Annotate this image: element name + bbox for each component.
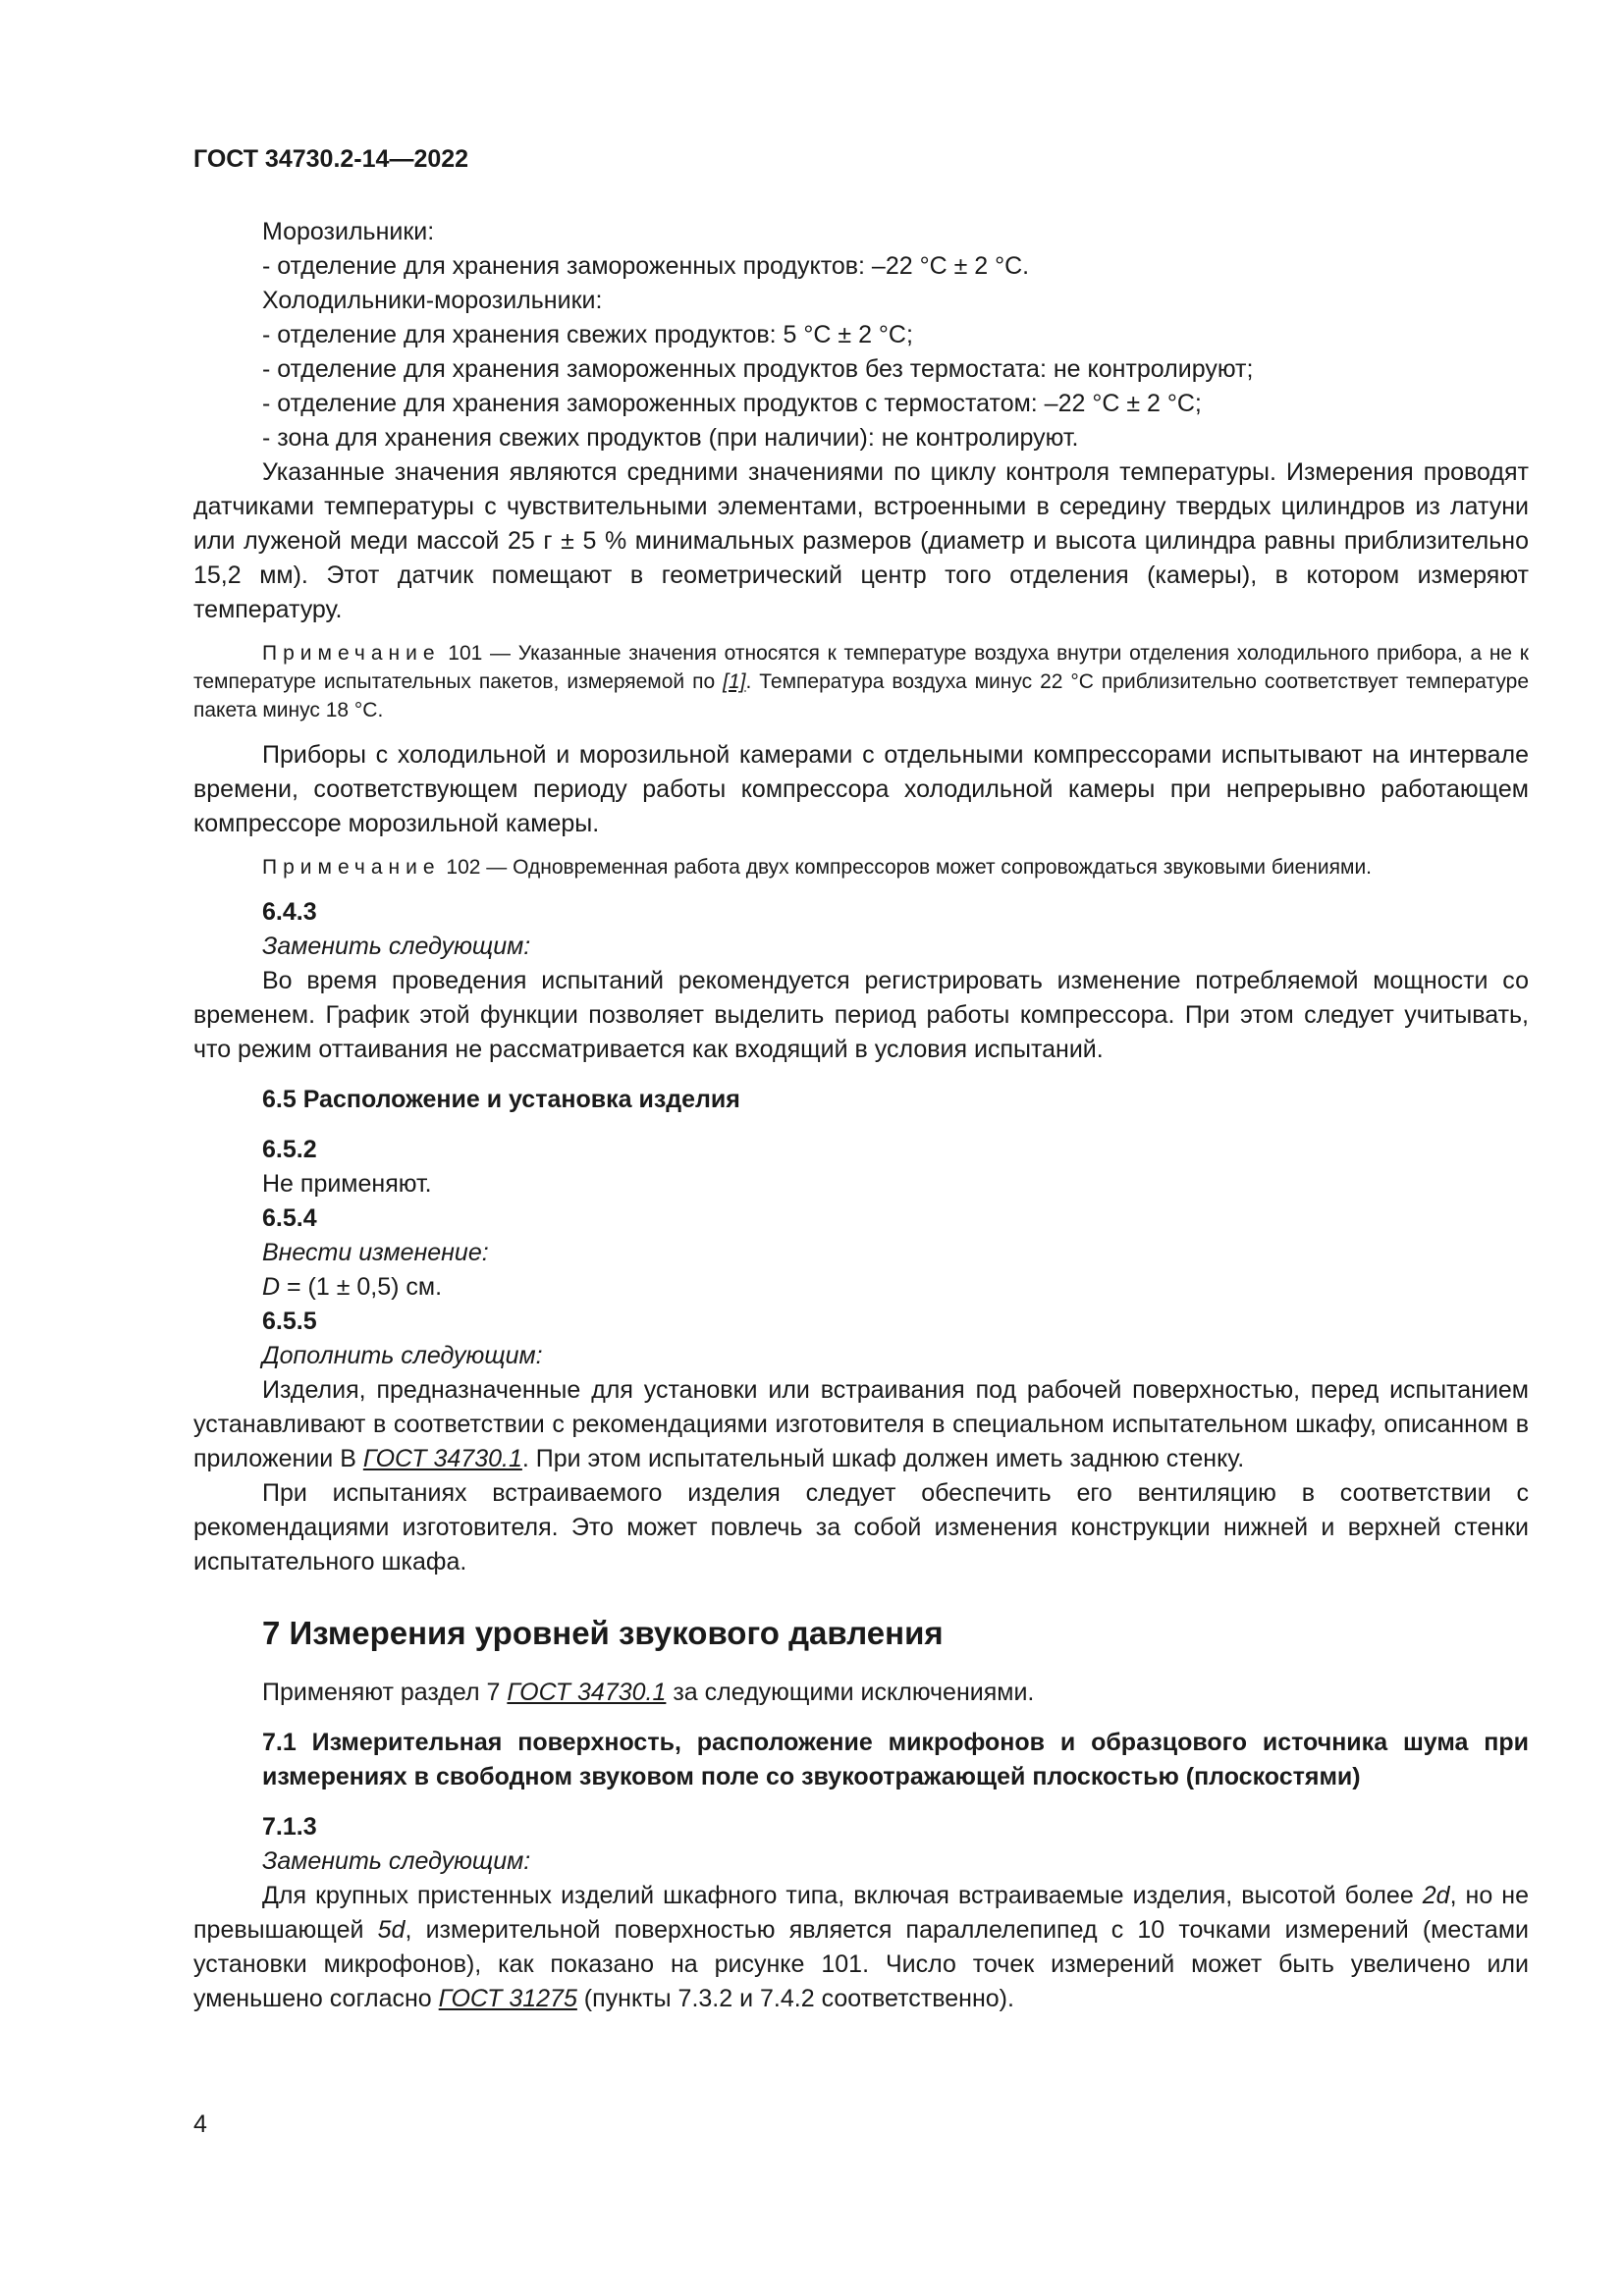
note-text: 102 — Одновременная работа двух компрессоров может сопровождаться звуковыми биениями. <box>440 856 1373 879</box>
section-title-7: 7 Измерения уровней звукового давления <box>262 1615 944 1651</box>
formula-6-5-4 <box>193 1270 1529 1305</box>
variable-2d: 2d <box>1422 1882 1450 1909</box>
text-span: за следующими исключениями. <box>666 1679 1035 1706</box>
text-6-5-2: Не применяют. <box>262 1170 432 1198</box>
document-page <box>193 145 1529 2016</box>
list-item: - отделение для хранения замороженных продуктов с термостатом: –22 °С ± 2 °С; <box>262 390 1202 417</box>
fridge-freezers-title: Холодильники-морозильники: <box>262 287 603 314</box>
note-label: Примечание <box>262 856 441 879</box>
instruction-6-5-4: Внести изменение: <box>262 1239 489 1266</box>
list-item: - отделение для хранения замороженных продуктов без термостата: не контролируют; <box>262 355 1254 383</box>
paragraph-compressors: Приборы с холодильной и морозильной камерами с отдельными компрессорами испытывают на интервале времени, соответствующем периоду работы компрессора холодильной камеры при непрерывно работающем компрессоре морозильной камеры. <box>193 741 1529 837</box>
section-number-6-4-3: 6.4.3 <box>262 898 317 926</box>
note-101 <box>193 639 1529 724</box>
instruction-6-4-3: Заменить следующим: <box>262 933 531 960</box>
document-header: ГОСТ 34730.2-14—2022 <box>193 145 469 173</box>
list-item: - отделение для хранения свежих продуктов: 5 °С ± 2 °С; <box>262 321 913 348</box>
note-label: Примечание <box>262 642 441 665</box>
paragraph-6-5-5-a <box>193 1373 1529 1476</box>
variable-5d: 5d <box>377 1916 406 1944</box>
reference-link[interactable]: ГОСТ 34730.1 <box>362 1445 522 1472</box>
text-span: Применяют раздел 7 <box>262 1679 508 1706</box>
text-span: , измерительной поверхностью является параллелепипед с 10 точками измерений (местами установки микрофонов), как показано на рисунке 101. Число точек измерений может быть увеличено или уменьшено согласно <box>193 1916 1529 2012</box>
freezers-item: - отделение для хранения замороженных продуктов: –22 °С ± 2 °С. <box>262 252 1030 280</box>
paragraph-6-5-5-b: При испытаниях встраиваемого изделия следует обеспечить его вентиляцию в соответствии с рекомендациями изготовителя. Это может повлечь за собой изменения конструкции нижней и верхней стенки испытательного шкафа. <box>193 1479 1529 1575</box>
text-span: Изделия, предназначенные для установки или встраивания под рабочей поверхностью, перед испытанием устанавливают в соответствии с рекомендациями изготовителя в специальном испытательном шкафу, описанном в приложении В <box>193 1376 1529 1472</box>
paragraph-6-4-3: Во время проведения испытаний рекомендуется регистрировать изменение потребляемой мощности со временем. График этой функции позволяет выделить период работы компрессора. При этом следует учитывать, что режим оттаивания не рассматривается как входящий в условия испытаний. <box>193 967 1529 1063</box>
variable-d: D <box>262 1273 281 1301</box>
instruction-7-1-3: Заменить следующим: <box>262 1847 531 1875</box>
list-item: - зона для хранения свежих продуктов (при наличии): не контролируют. <box>262 424 1079 452</box>
text-span: , но не превышающей <box>193 1882 1529 1944</box>
section-number-6-5-4: 6.5.4 <box>262 1204 317 1232</box>
intro-7 <box>193 1676 1529 1710</box>
section-number-6-5-2: 6.5.2 <box>262 1136 317 1163</box>
reference-link[interactable]: ГОСТ 31275 <box>438 1985 577 2012</box>
section-title-6-5: 6.5 Расположение и установка изделия <box>262 1086 740 1113</box>
reference-link[interactable]: ГОСТ 34730.1 <box>507 1679 667 1706</box>
note-text-a: 101 — Указанные значения относятся к температуре воздуха внутри отделения холодильного прибора, а не к температуре испытательных пакетов, измеряемой по <box>193 642 1529 693</box>
page-number: 4 <box>193 2110 207 2138</box>
section-title-7-1: 7.1 Измерительная поверхность, расположение микрофонов и образцового источника шума при измерениях в свободном звуковом поле со звукоотражающей плоскостью (плоскостями) <box>262 1729 1529 1790</box>
section-number-6-5-5: 6.5.5 <box>262 1308 317 1335</box>
note-102 <box>193 853 1529 881</box>
text-span: . При этом испытательный шкаф должен иметь заднюю стенку. <box>521 1445 1245 1472</box>
instruction-6-5-5: Дополнить следующим: <box>262 1342 543 1369</box>
formula-text: = (1 ± 0,5) см. <box>280 1273 443 1301</box>
text-span: (пункты 7.3.2 и 7.4.2 соответственно). <box>576 1985 1014 2012</box>
note-text-b: . Температура воздуха минус 22 °С приблизительно соответствует температуре пакета минус 18 °С. <box>193 670 1529 721</box>
freezers-title: Морозильники: <box>262 218 435 245</box>
reference-link[interactable]: [1] <box>723 670 746 693</box>
section-number-7-1-3: 7.1.3 <box>262 1813 317 1841</box>
paragraph-values: Указанные значения являются средними значениями по циклу контроля температуры. Измерения проводят датчиками температуры с чувствительными элементами, встроенными в середину твердых цилиндров из латуни или луженой меди массой 25 г ± 5 % минимальных размеров (диаметр и высота цилиндра равны приблизительно 15,2 мм). Этот датчик помещают в геометрический центр того отделения (камеры), в котором измеряют температуру. <box>193 458 1529 623</box>
text-span: Для крупных пристенных изделий шкафного типа, включая встраиваемые изделия, высотой более <box>262 1882 1423 1909</box>
paragraph-7-1-3 <box>193 1879 1529 2016</box>
